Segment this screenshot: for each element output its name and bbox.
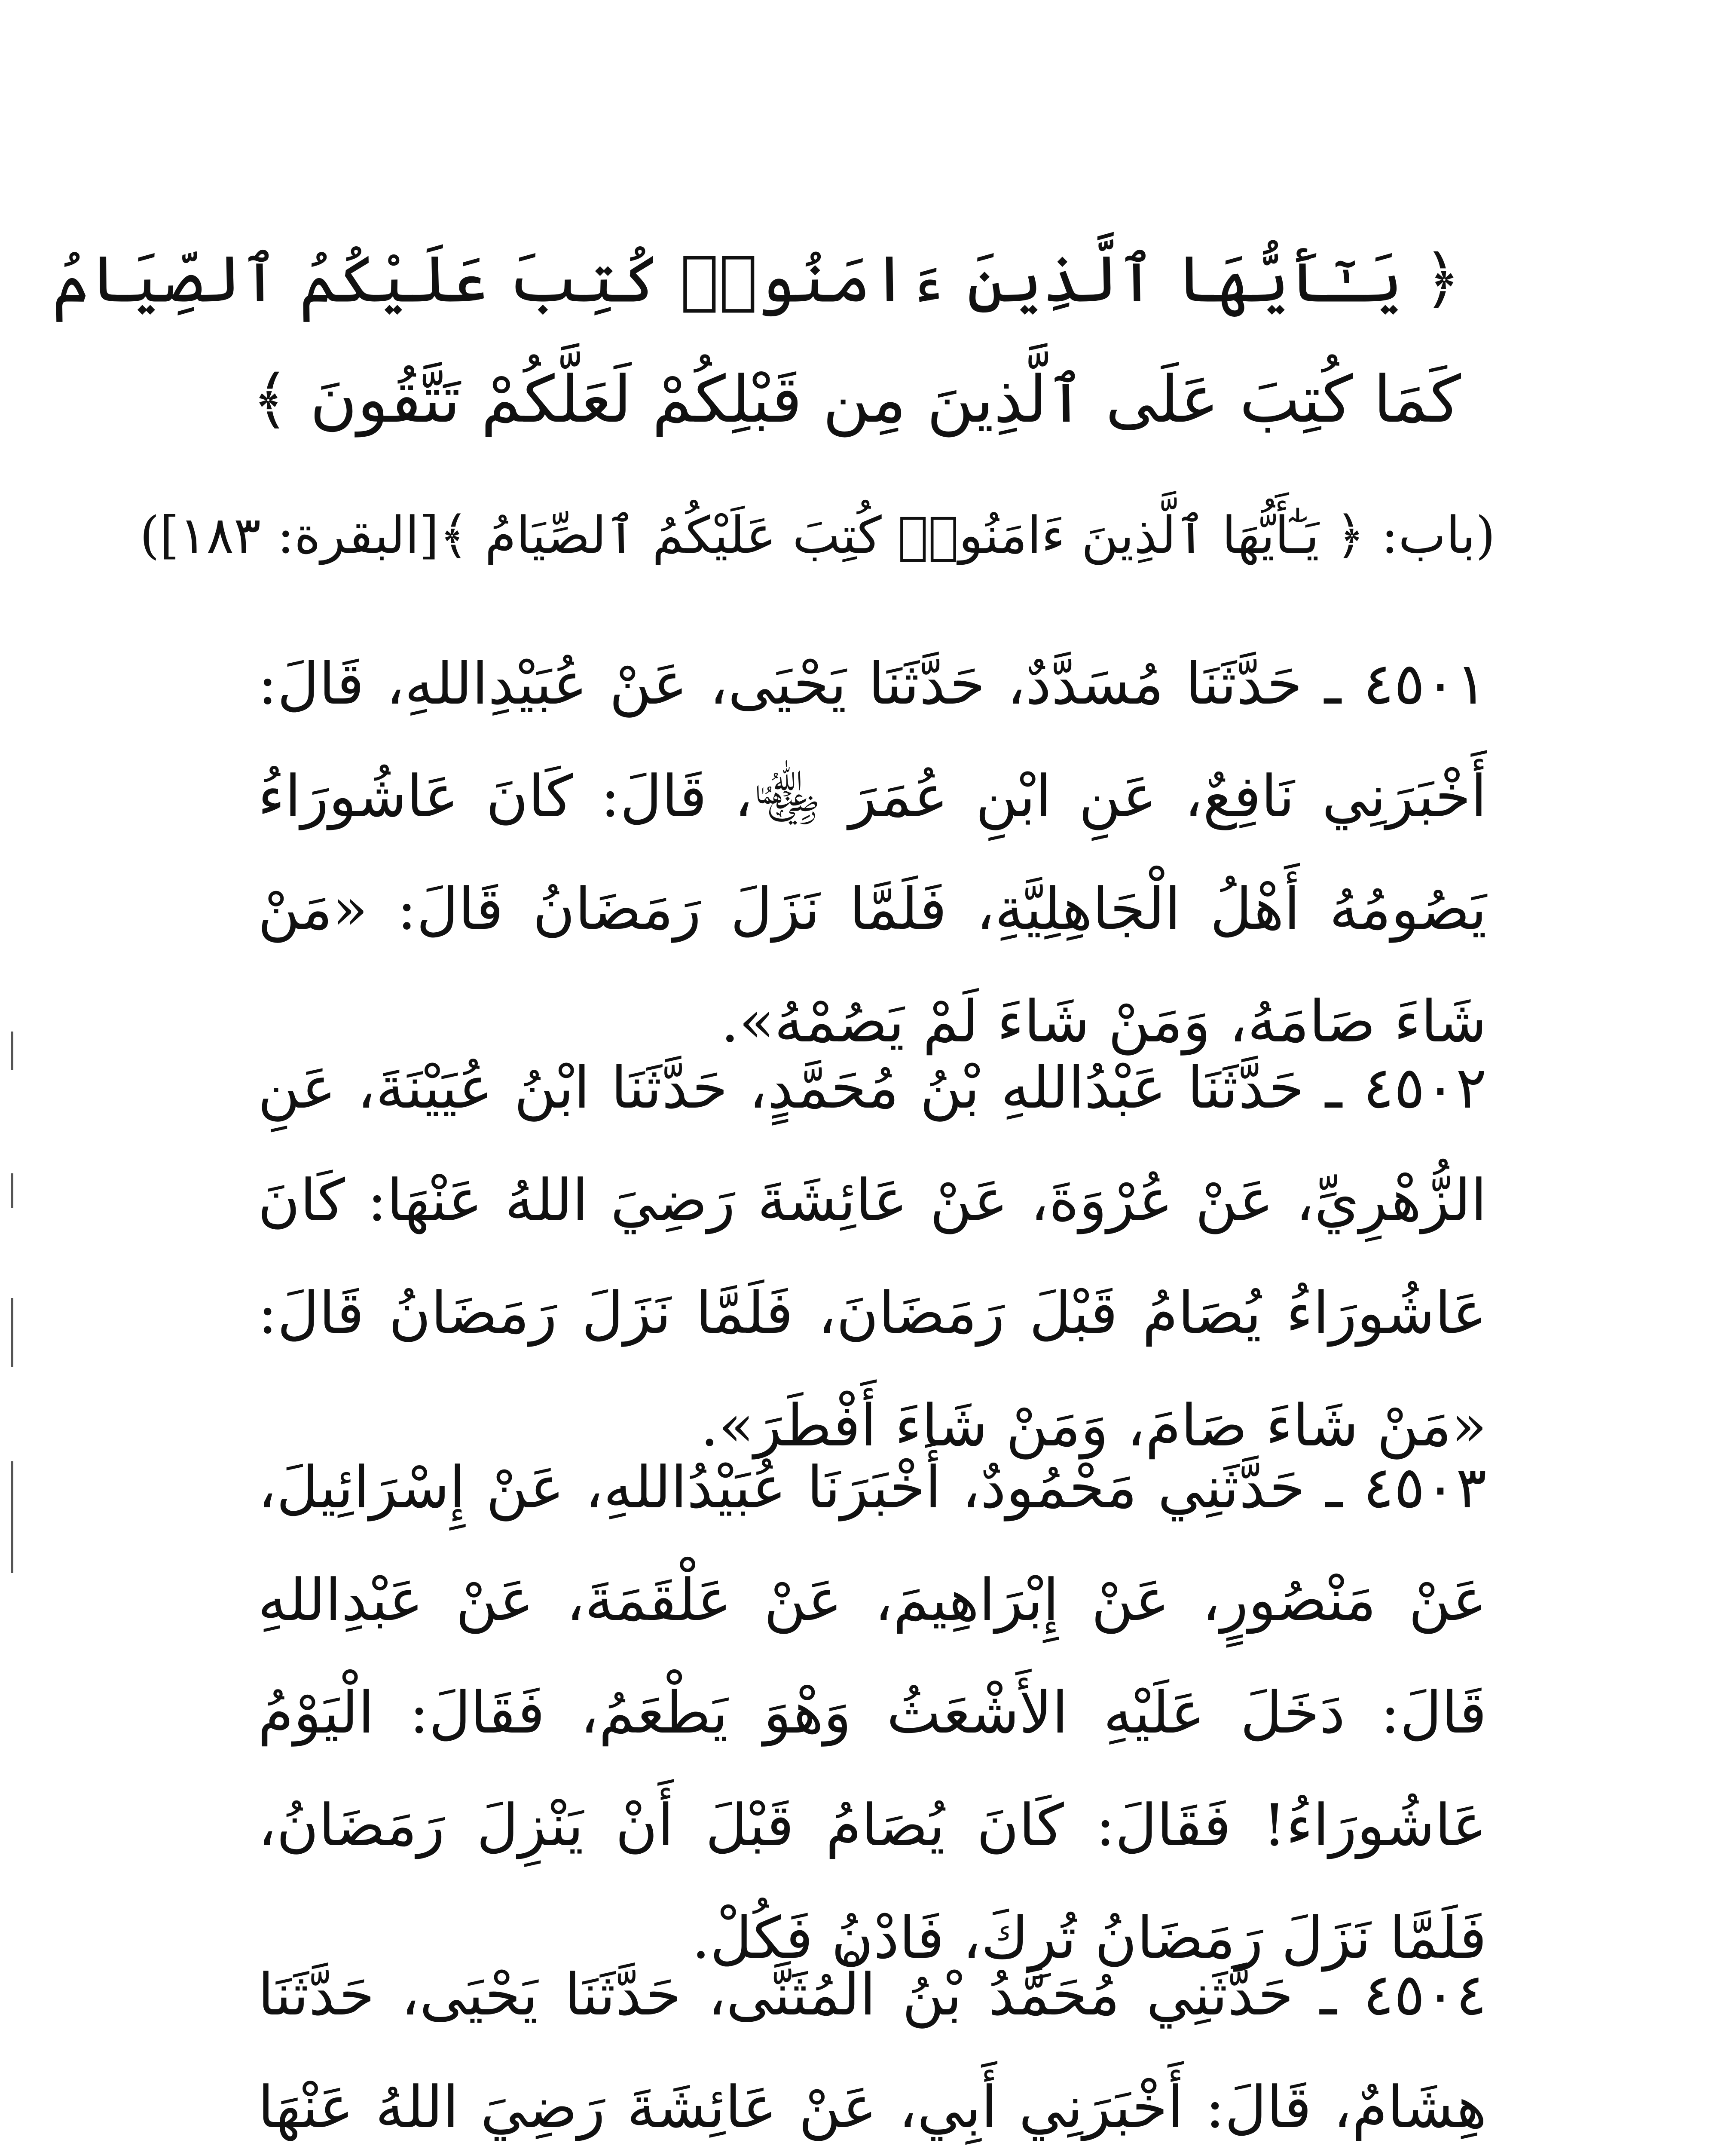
quran-verse-line-2: كَمَا كُتِبَ عَلَى ٱلَّذِينَ مِن قَبْلِكُمْ لَعَلَّكُمْ تَتَّقُونَ ﴾ [251, 362, 1461, 437]
hadith-4503: ٤٥٠٣ ـ حَدَّثَنِي مَحْمُودٌ، أَخْبَرَنَا عُبَيْدُاللهِ، عَنْ إِسْرَائِيلَ، عَنْ مَنْصُورٍ، عَنْ إِبْرَاهِيمَ، عَنْ عَلْقَمَةَ، عَنْ عَبْدِاللهِ قَالَ: دَخَلَ عَلَيْهِ الأَشْعَثُ وَهْوَ يَطْعَمُ، فَقَالَ: الْيَوْمُ عَاشُورَاءُ! فَقَالَ: كَانَ يُصَامُ قَبْلَ أَنْ يَنْزِلَ رَمَضَانُ، فَلَمَّا نَزَلَ رَمَضَانُ تُرِكَ، فَادْنُ فَكُلْ. [258, 1454, 1487, 1971]
scan-mark [11, 1298, 13, 1367]
hadith-4501: ٤٥٠١ ـ حَدَّثَنَا مُسَدَّدٌ، حَدَّثَنَا يَحْيَى، عَنْ عُبَيْدِاللهِ، قَالَ: أَخْبَرَنِي نَافِعٌ، عَنِ ابْنِ عُمَرَ ﵄، قَالَ: كَانَ عَاشُورَاءُ يَصُومُهُ أَهْلُ الْجَاهِلِيَّةِ، فَلَمَّا نَزَلَ رَمَضَانُ قَالَ: «مَنْ شَاءَ صَامَهُ، وَمَنْ شَاءَ لَمْ يَصُمْهُ». [258, 650, 1487, 1055]
scan-mark [11, 1461, 13, 1573]
scan-margin-marks [9, 1032, 17, 1590]
scan-mark [11, 1173, 13, 1208]
quran-verse-line-1: ﴿ يَـٰٓأَيُّهَا ٱلَّذِينَ ءَامَنُوا۟ كُتِبَ عَلَيْكُمُ ٱلصِّيَامُ [52, 242, 1461, 317]
chapter-heading: (باب: ﴿ يَـٰٓأَيُّهَا ٱلَّذِينَ ءَامَنُوا۟ كُتِبَ عَلَيْكُمُ ٱلصِّيَامُ ﴾[البقرة: ١٨٣]) [140, 505, 1495, 565]
hadith-4502: ٤٥٠٢ ـ حَدَّثَنَا عَبْدُاللهِ بْنُ مُحَمَّدٍ، حَدَّثَنَا ابْنُ عُيَيْنَةَ، عَنِ الزُّهْرِيِّ، عَنْ عُرْوَةَ، عَنْ عَائِشَةَ رَضِيَ اللهُ عَنْهَا: كَانَ عَاشُورَاءُ يُصَامُ قَبْلَ رَمَضَانَ، فَلَمَّا نَزَلَ رَمَضَانُ قَالَ: «مَنْ شَاءَ صَامَ، وَمَنْ شَاءَ أَفْطَرَ». [258, 1054, 1487, 1459]
scan-mark [11, 1032, 13, 1070]
hadith-4504: ٤٥٠٤ ـ حَدَّثَنِي مُحَمَّدُ بْنُ الْمُثَنَّى، حَدَّثَنَا يَحْيَى، حَدَّثَنَا هِشَامٌ، قَالَ: أَخْبَرَنِي أَبِي، عَنْ عَائِشَةَ رَضِيَ اللهُ عَنْهَا [258, 1961, 1487, 2141]
